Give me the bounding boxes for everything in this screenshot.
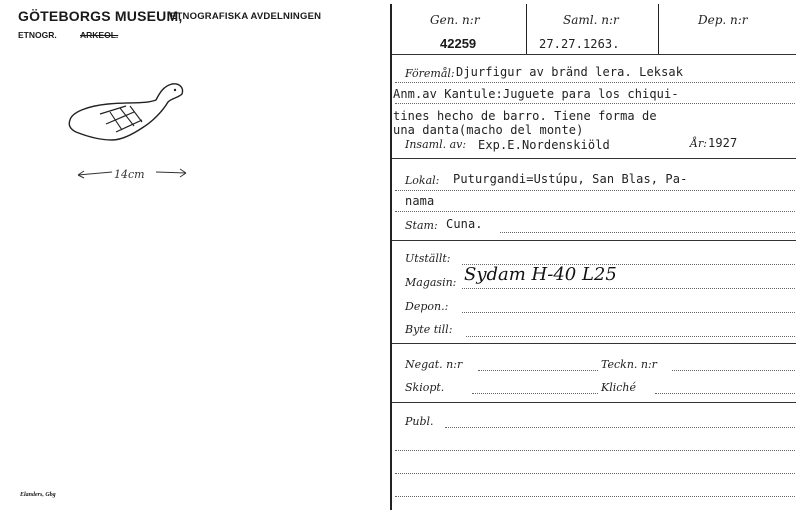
gen-label: Gen. n:r (430, 13, 480, 27)
magasin-value-handwritten: Sydam H-40 L25 (464, 264, 617, 285)
skiopt-label: Skiopt. (405, 381, 445, 394)
anm-line-2: tines hecho de barro. Tiene forma de (393, 109, 657, 123)
gen-value: 42259 (440, 36, 477, 51)
magasin-label: Magasin: (405, 276, 457, 289)
animal-figure-sketch (60, 78, 190, 158)
foremal-value: Djurfigur av bränd lera. Leksak (456, 65, 684, 79)
header-divider-2 (658, 4, 659, 54)
lokal-value-2: nama (405, 194, 435, 208)
negat-label: Negat. n:r (405, 358, 463, 371)
stam-value: Cuna. (446, 217, 483, 231)
anm-line-1: Anm.av Kantule:Juguete para los chiqui- (393, 87, 679, 101)
scale-note: 14cm (114, 168, 145, 181)
foremal-dotline (395, 82, 795, 83)
negat-dotline (478, 370, 598, 371)
card-left-border (390, 4, 392, 510)
insaml-label: Insaml. av: (405, 138, 467, 151)
byte-label: Byte till: (405, 323, 453, 336)
publ-dotline-4 (395, 496, 795, 497)
header-bottom-rule (392, 54, 796, 55)
museum-name: GÖTEBORGS MUSEUM, (18, 8, 183, 24)
etnogr-label: ETNOGR. (18, 30, 57, 40)
kliche-label: Kliché (601, 381, 637, 394)
publ-dotline-3 (395, 473, 795, 474)
publ-dotline-2 (395, 450, 795, 451)
byte-dotline (466, 336, 795, 337)
stam-label: Stam: (405, 219, 438, 232)
printer-imprint: Elanders, Gbg (20, 492, 56, 498)
foremal-label: Föremål: (405, 67, 455, 80)
kliche-dotline (655, 393, 795, 394)
department-name: ETNOGRAFISKA AVDELNINGEN (170, 11, 322, 22)
lokal-dotline-2 (395, 211, 795, 212)
ar-label: År: (690, 137, 707, 150)
skiopt-dotline (472, 393, 598, 394)
kliche-rule (392, 402, 796, 403)
saml-value: 27.27.1263. (539, 37, 620, 51)
insaml-rule (392, 158, 796, 159)
lokal-dotline-1 (395, 190, 795, 191)
anm-dotline-1 (395, 103, 795, 104)
byte-rule (392, 343, 796, 344)
stam-rule (392, 240, 796, 241)
magasin-dotline (462, 288, 795, 289)
dep-label: Dep. n:r (698, 13, 748, 27)
insaml-value: Exp.E.Nordenskiöld (478, 138, 610, 152)
teckn-dotline (672, 370, 795, 371)
ar-value: 1927 (708, 136, 738, 150)
teckn-label: Teckn. n:r (601, 358, 657, 371)
header-divider-1 (526, 4, 527, 54)
lokal-label: Lokal: (405, 174, 440, 187)
saml-label: Saml. n:r (563, 13, 619, 27)
depon-label: Depon.: (405, 300, 449, 313)
utstallt-label: Utställt: (405, 252, 451, 265)
depon-dotline (462, 312, 795, 313)
publ-label: Publ. (405, 415, 434, 428)
stam-dotline (500, 232, 795, 233)
anm-line-3: una danta(macho del monte) (393, 123, 584, 137)
publ-dotline-1 (445, 427, 795, 428)
arkeol-label-struck: ARKEOL. (80, 30, 119, 40)
lokal-value-1: Puturgandi=Ustúpu, San Blas, Pa- (453, 172, 688, 186)
